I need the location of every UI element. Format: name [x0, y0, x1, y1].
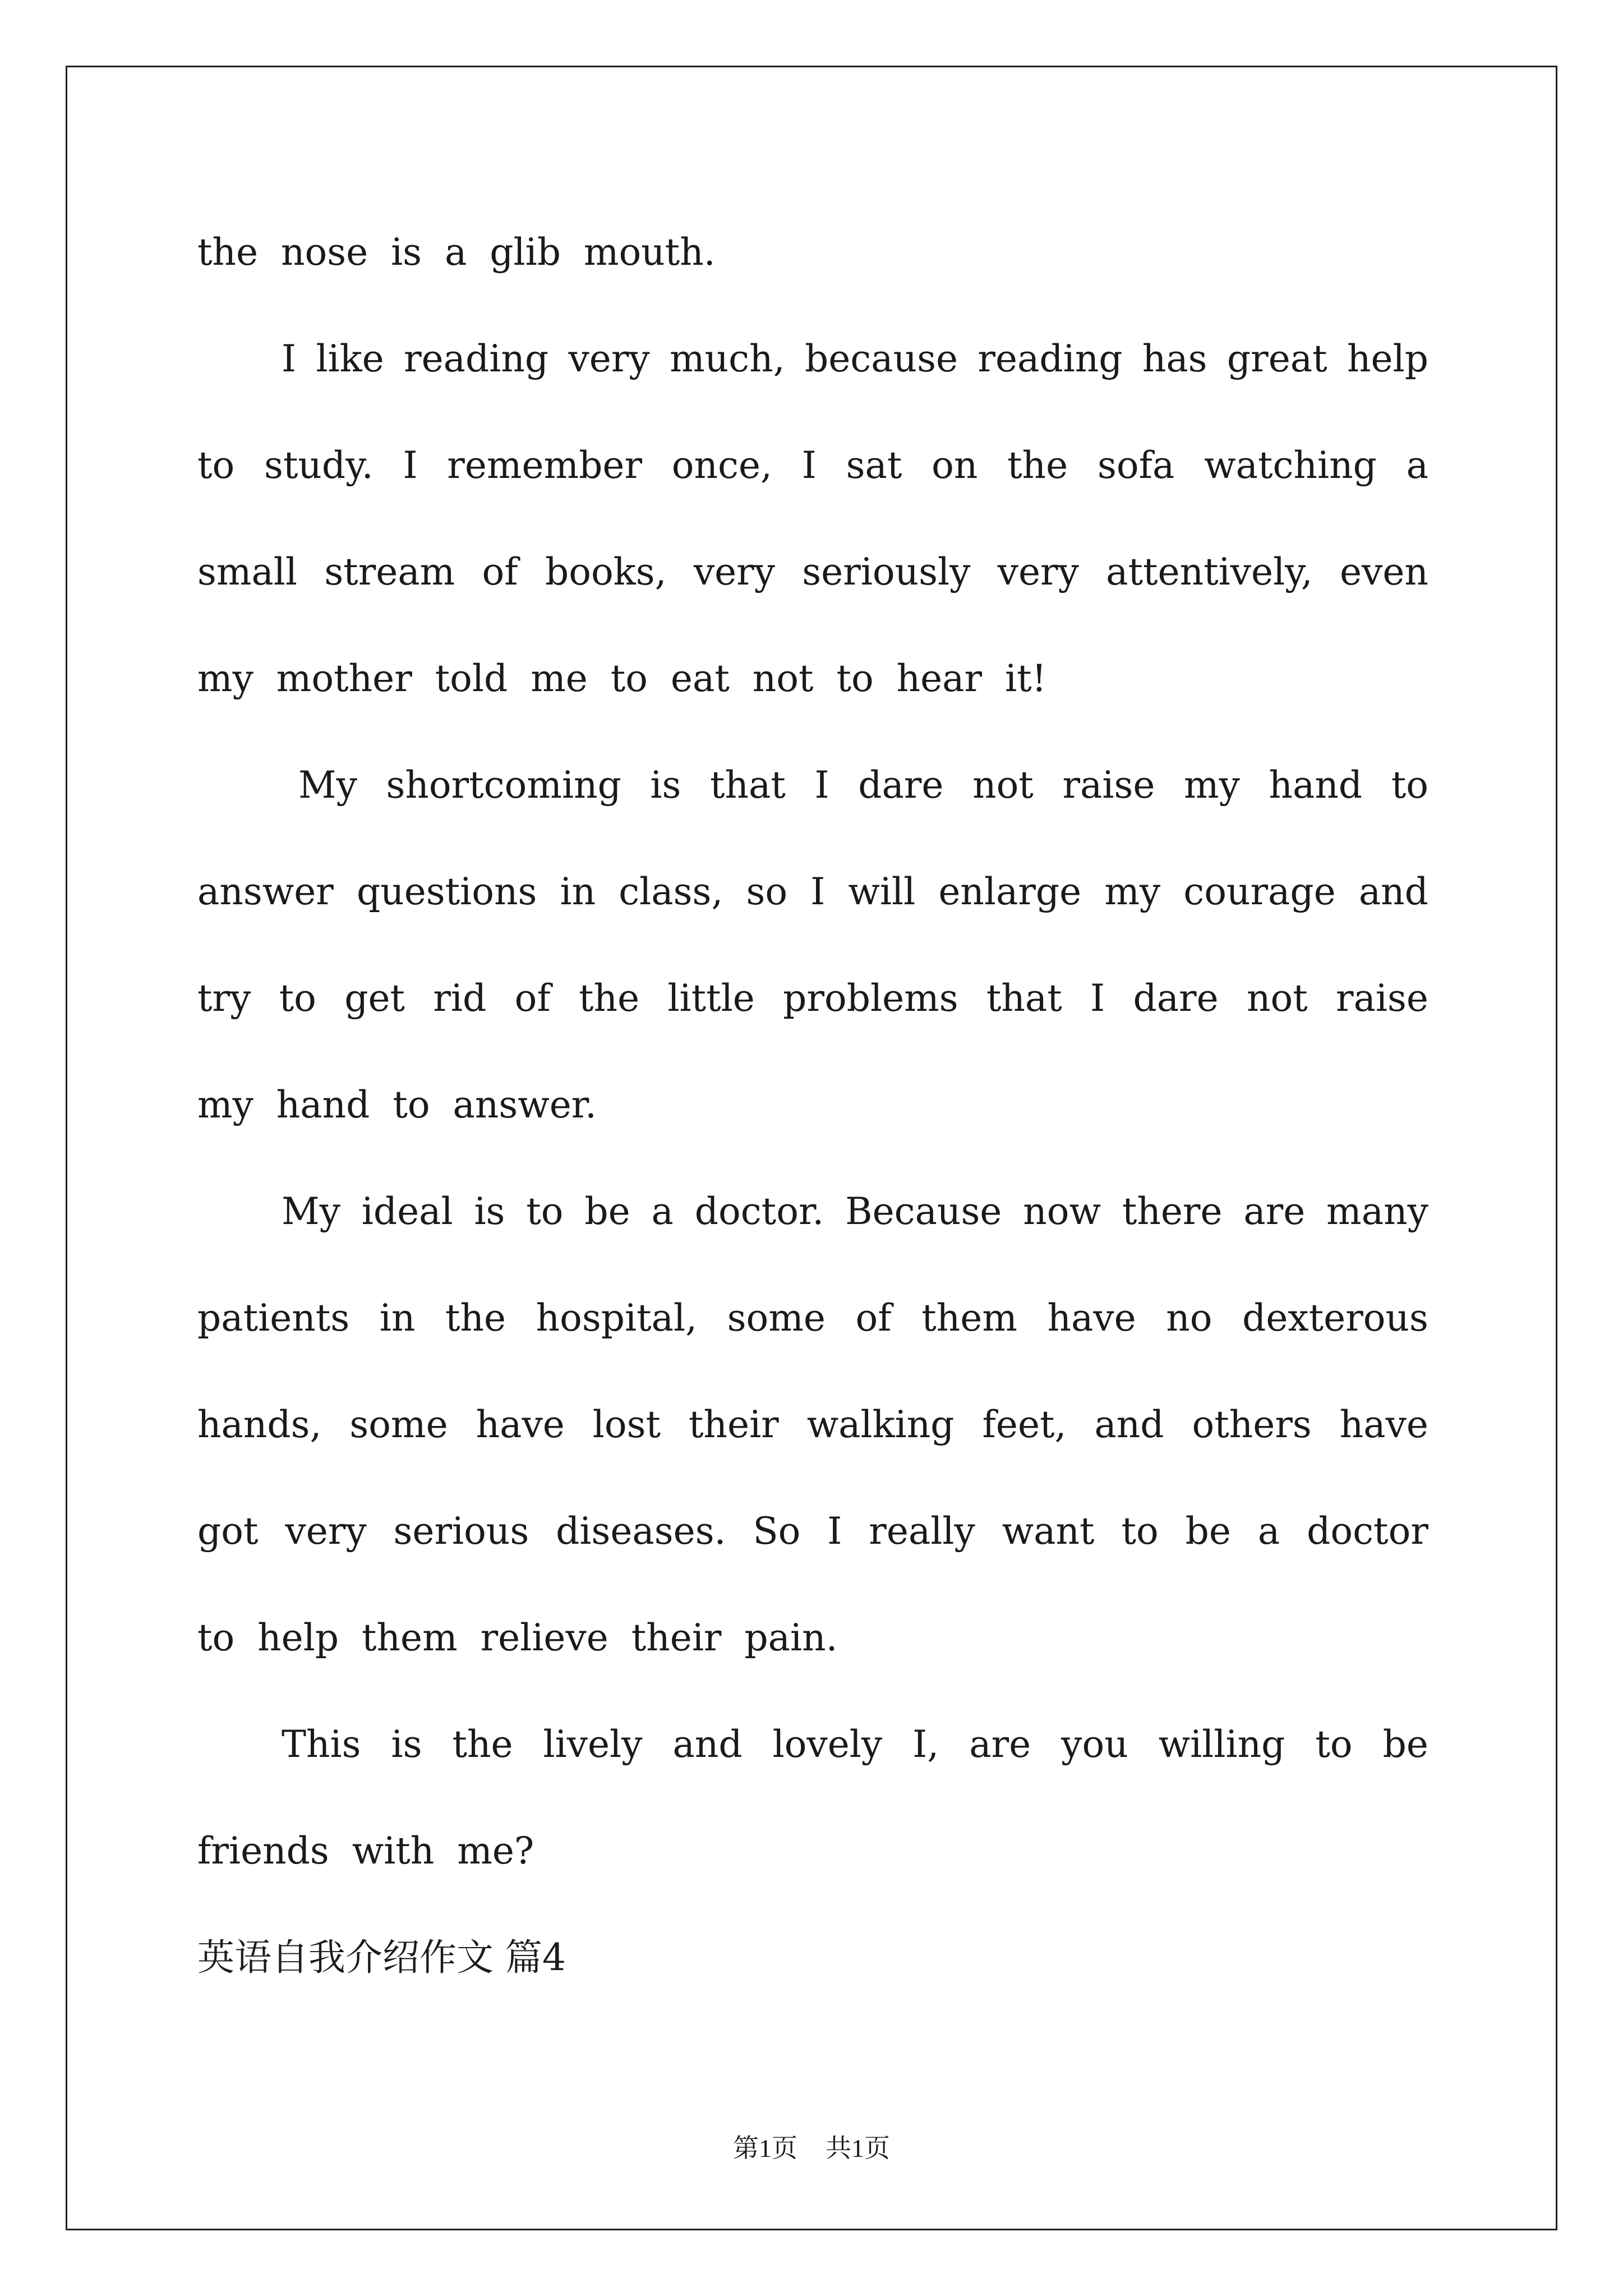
word: try: [197, 977, 251, 1020]
word: to: [836, 657, 874, 700]
word: it!: [1004, 657, 1047, 700]
word: to: [1391, 763, 1428, 807]
word: the: [197, 231, 259, 274]
word: This: [282, 1723, 361, 1766]
word: seriously: [802, 550, 971, 593]
word: that: [710, 763, 786, 807]
word: eat: [670, 657, 730, 700]
word: class,: [619, 870, 723, 913]
word: them: [921, 1296, 1017, 1340]
word: dexterous: [1242, 1296, 1428, 1340]
text-line: [197, 544, 1428, 651]
word: the: [579, 977, 640, 1020]
word: some: [349, 1403, 448, 1446]
text-line: [197, 438, 1428, 544]
word: raise: [1336, 977, 1428, 1020]
word: hands,: [197, 1403, 322, 1446]
word: raise: [1062, 763, 1155, 807]
word: relieve: [480, 1616, 608, 1659]
word: and: [672, 1723, 743, 1766]
word: help: [1347, 337, 1428, 380]
word: I: [801, 444, 817, 487]
word: sat: [846, 444, 902, 487]
page-number-label: 第1页: [733, 2134, 797, 2162]
word: My: [298, 763, 357, 807]
word: lost: [592, 1403, 661, 1446]
word: diseases.: [556, 1510, 726, 1553]
word: nose: [281, 231, 368, 274]
word: others: [1192, 1403, 1312, 1446]
word: to: [197, 1616, 235, 1659]
word: and: [1094, 1403, 1164, 1446]
text-line: [197, 1077, 1428, 1184]
text-line: [197, 1823, 1428, 1930]
word: a: [1257, 1510, 1280, 1553]
section-heading: 英语自我介绍作文 篇4: [197, 1936, 566, 1979]
text-line: [197, 1610, 1428, 1717]
word: the: [445, 1296, 506, 1340]
word: some: [727, 1296, 826, 1340]
word: great: [1227, 337, 1327, 380]
word: of: [514, 977, 551, 1020]
word: have: [1047, 1296, 1136, 1340]
word: hear: [896, 657, 983, 700]
word: is: [391, 1723, 422, 1766]
word: answer: [197, 870, 334, 913]
word: rid: [433, 977, 487, 1020]
word: to: [197, 444, 235, 487]
word: be: [584, 1190, 630, 1233]
word: will: [848, 870, 916, 913]
word: I: [403, 444, 418, 487]
word: is: [474, 1190, 505, 1233]
word: books,: [545, 550, 667, 593]
word: shortcoming: [386, 763, 621, 807]
word: to: [610, 657, 648, 700]
word: sofa: [1098, 444, 1175, 487]
word: has: [1142, 337, 1207, 380]
word: doctor: [1307, 1510, 1428, 1553]
word: got: [197, 1510, 259, 1553]
page-footer: [0, 2128, 1623, 2165]
word: mouth.: [583, 231, 716, 274]
word: small: [197, 550, 298, 593]
word: be: [1382, 1723, 1428, 1766]
word: them: [362, 1616, 458, 1659]
word: I: [810, 870, 826, 913]
word: friends: [197, 1829, 329, 1872]
word: now: [1023, 1190, 1101, 1233]
page-total-label: 共1页: [826, 2134, 890, 2162]
word: glib: [490, 231, 561, 274]
word: on: [932, 444, 978, 487]
word: stream: [324, 550, 455, 593]
word: ideal: [361, 1190, 453, 1233]
text-line: [197, 970, 1428, 1077]
word: I: [1090, 977, 1105, 1020]
word: because: [804, 337, 958, 380]
word: to: [1121, 1510, 1159, 1553]
word: and: [1358, 870, 1428, 913]
word: very: [285, 1510, 367, 1553]
word: remember: [447, 444, 642, 487]
word: reading: [404, 337, 549, 380]
document-body: [197, 224, 1428, 2036]
word: very: [997, 550, 1079, 593]
word: no: [1166, 1296, 1212, 1340]
word: doctor.: [694, 1190, 824, 1233]
word: hand: [276, 1083, 370, 1126]
word: little: [667, 977, 755, 1020]
word: courage: [1183, 870, 1336, 913]
word: my: [1104, 870, 1161, 913]
word: in: [560, 870, 596, 913]
word: watching: [1204, 444, 1377, 487]
text-line: [197, 1717, 1428, 1823]
word: My: [282, 1190, 340, 1233]
word: once,: [671, 444, 773, 487]
word: lively: [543, 1723, 643, 1766]
word: very: [693, 550, 776, 593]
word: of: [482, 550, 518, 593]
word: hospital,: [536, 1296, 698, 1340]
word: is: [650, 763, 681, 807]
text-line: [197, 224, 1428, 331]
word: hand: [1269, 763, 1363, 807]
word: not: [1246, 977, 1308, 1020]
text-line: [197, 1397, 1428, 1503]
word: study.: [264, 444, 374, 487]
text-line: [197, 331, 1428, 438]
word: so: [746, 870, 788, 913]
word: have: [1339, 1403, 1428, 1446]
word: of: [855, 1296, 892, 1340]
word: even: [1339, 550, 1428, 593]
word: very: [568, 337, 650, 380]
word: you: [1061, 1723, 1128, 1766]
word: help: [257, 1616, 339, 1659]
word: a: [1406, 444, 1428, 487]
word: many: [1326, 1190, 1428, 1233]
word: So: [753, 1510, 801, 1553]
text-line: [197, 864, 1428, 970]
word: have: [476, 1403, 565, 1446]
word: is: [391, 231, 422, 274]
word: that: [986, 977, 1062, 1020]
word: there: [1122, 1190, 1223, 1233]
word: told: [435, 657, 508, 700]
word: I: [282, 337, 297, 380]
word: the: [452, 1723, 513, 1766]
word: their: [631, 1616, 722, 1659]
word: enlarge: [938, 870, 1082, 913]
word: pain.: [744, 1616, 838, 1659]
word: me?: [457, 1829, 534, 1872]
paragraph-lines: [197, 224, 1428, 1930]
word: patients: [197, 1296, 350, 1340]
word: lovely: [772, 1723, 883, 1766]
word: with: [352, 1829, 435, 1872]
word: answer.: [453, 1083, 597, 1126]
word: me: [531, 657, 588, 700]
word: mother: [276, 657, 412, 700]
text-line: [197, 651, 1428, 757]
word: to: [526, 1190, 564, 1233]
word: are: [969, 1723, 1031, 1766]
word: are: [1243, 1190, 1306, 1233]
word: willing: [1158, 1723, 1285, 1766]
word: much,: [670, 337, 785, 380]
text-line: [197, 1290, 1428, 1397]
word: really: [869, 1510, 975, 1553]
word: want: [1002, 1510, 1095, 1553]
word: walking: [806, 1403, 955, 1446]
word: I: [827, 1510, 842, 1553]
word: a: [444, 231, 467, 274]
word: I,: [912, 1723, 939, 1766]
word: dare: [858, 763, 944, 807]
word: the: [1007, 444, 1068, 487]
word: my: [197, 1083, 253, 1126]
word: get: [344, 977, 405, 1020]
word: to: [279, 977, 316, 1020]
word: serious: [393, 1510, 529, 1553]
word: in: [379, 1296, 416, 1340]
word: dare: [1133, 977, 1219, 1020]
word: attentively,: [1106, 550, 1313, 593]
word: their: [688, 1403, 779, 1446]
text-line: [197, 1184, 1428, 1290]
word: I: [814, 763, 829, 807]
word: be: [1185, 1510, 1231, 1553]
text-line: [197, 1503, 1428, 1610]
word: to: [1315, 1723, 1353, 1766]
word: not: [752, 657, 814, 700]
word: my: [197, 657, 253, 700]
word: reading: [978, 337, 1123, 380]
word: feet,: [982, 1403, 1067, 1446]
word: questions: [356, 870, 537, 913]
text-line: [197, 757, 1428, 864]
word: to: [393, 1083, 430, 1126]
word: a: [651, 1190, 674, 1233]
word: problems: [783, 977, 958, 1020]
word: Because: [845, 1190, 1002, 1233]
word: not: [972, 763, 1034, 807]
word: my: [1183, 763, 1240, 807]
word: like: [316, 337, 384, 380]
